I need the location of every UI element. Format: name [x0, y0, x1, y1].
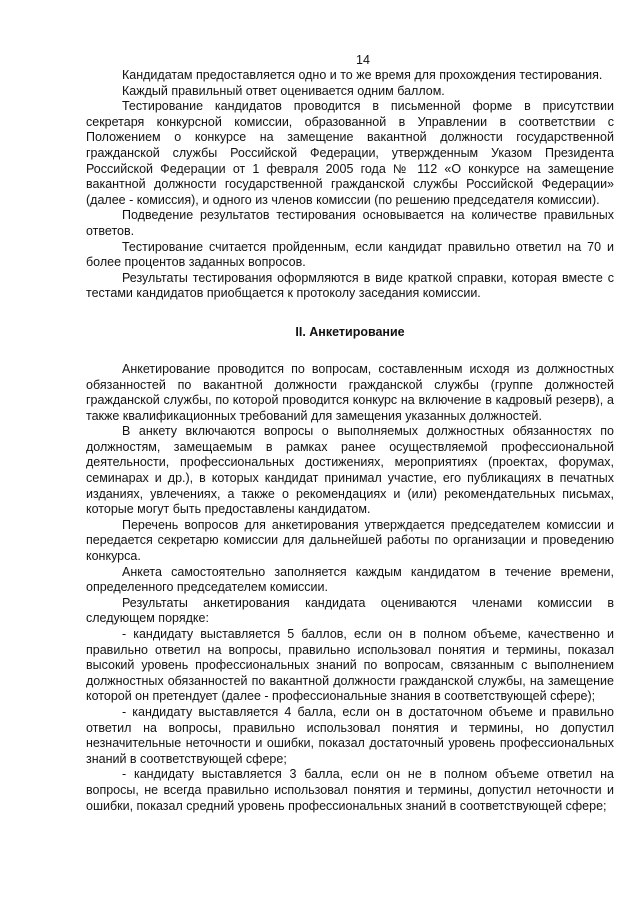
paragraph: В анкету включаются вопросы о выполняемых должностных обязанностях по должностям, замещаемым в рамках ранее осуществляемой профессиональной деятельности, профессиональных достижениях, мероприятиях (проектах, форумах, семинарах и др.), в которых кандидат принимал участие, его публикациях в печатных изданиях, увлечениях, а также о рекомендациях и (или) рекомендательных письмах, которые могут быть предоставлены кандидатом.	[86, 424, 614, 517]
paragraph: Результаты тестирования оформляются в виде краткой справки, которая вместе с тестами кандидатов приобщается к протоколу заседания комиссии.	[86, 270, 614, 301]
paragraph: Перечень вопросов для анкетирования утверждается председателем комиссии и передается секретарю комиссии для дальнейшей работы по организации и проведению конкурса.	[86, 517, 614, 564]
list-item: - кандидату выставляется 5 баллов, если он в полном объеме, качественно и правильно ответил на вопросы, правильно использовал понятия и термины, показал высокий уровень профессиональных знаний по вопросам, связанным с выполнением должностных обязанностей по вакантной должности гражданской службы, на замещение которой он претендует (далее - профессиональные знания в соответствующей сфере);	[86, 627, 614, 704]
list-item: - кандидату выставляется 3 балла, если он не в полном объеме ответил на вопросы, не всегда правильно использовал понятия и термины, допустил неточности и ошибки, показал средний уровень профессиональных знаний в соответствующей сфере;	[86, 767, 614, 813]
paragraph: Результаты анкетирования кандидата оцениваются членами комиссии в следующем порядке:	[86, 595, 614, 626]
paragraph: Анкетирование проводится по вопросам, составленным исходя из должностных обязанностей по вакантной должности гражданской службы (группе должностей гражданской службы, по которой проводится конкурс на включение в кадровый резерв), а также квалификационных требований для замещения указанных должностей.	[86, 361, 614, 423]
page-number: 14	[356, 53, 370, 67]
section-heading: II. Анкетирование	[295, 324, 405, 339]
paragraph: Подведение результатов тестирования основывается на количестве правильных ответов.	[86, 208, 614, 238]
list-item: - кандидату выставляется 4 балла, если он в достаточном объеме и правильно ответил на вопросы, правильно использовал понятия и термины, но допустил незначительные неточности и ошибки, показал достаточный уровень профессиональных знаний в соответствующей сфере;	[86, 704, 614, 766]
paragraph: Тестирование кандидатов проводится в письменной форме в присутствии секретаря конкурсной комиссии, образованной в Управлении в соответствии с Положением о конкурсе на замещение вакантной должности государственной гражданской службы Российской Федерации, утвержденным Указом Президента Российской Федерации от 1 февраля 2005 года № 112 «О конкурсе на замещение вакантной должности государственной гражданской службы Российской Федерации» (далее - комиссия), и одного из членов комиссии (по решению председателя комиссии).	[86, 99, 614, 207]
paragraph: Анкета самостоятельно заполняется каждым кандидатом в течение времени, определенного председателем комиссии.	[86, 564, 614, 595]
paragraph: Кандидатам предоставляется одно и то же время для прохождения тестирования.	[122, 68, 603, 82]
paragraph: Каждый правильный ответ оценивается одним баллом.	[122, 83, 445, 98]
paragraph: Тестирование считается пройденным, если кандидат правильно ответил на 70 и более процентов заданных вопросов.	[86, 239, 614, 270]
